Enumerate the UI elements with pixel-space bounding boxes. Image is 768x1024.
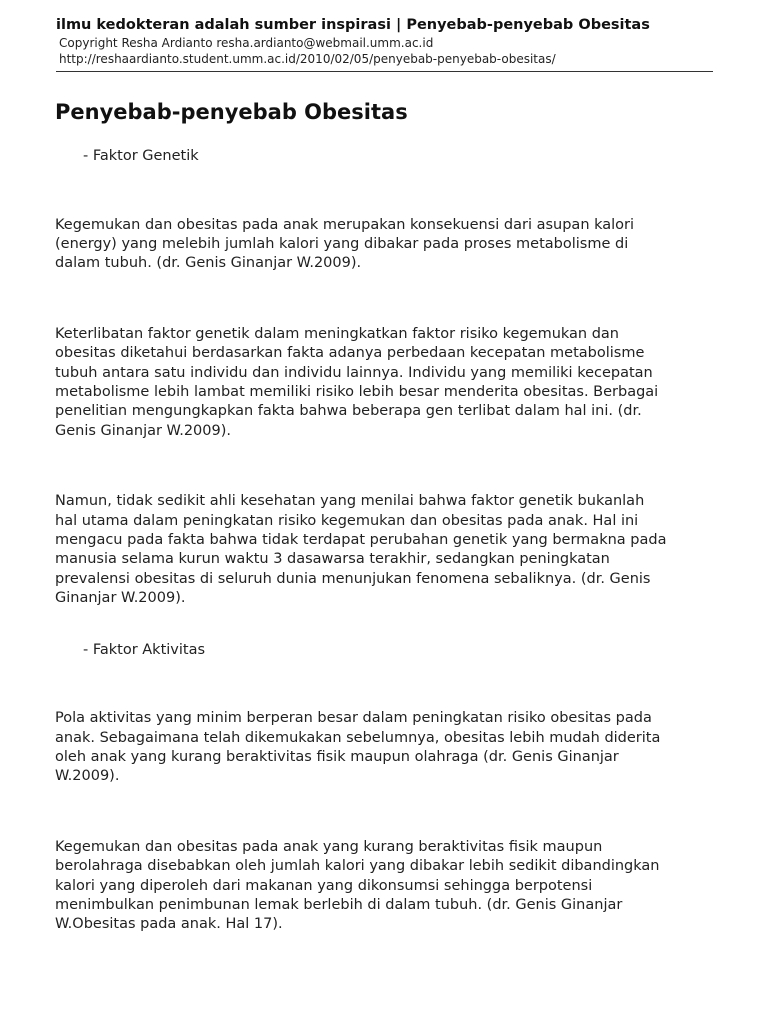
article-body	[55, 97, 715, 935]
copyright-line: Copyright Resha Ardianto resha.ardianto@webmail.umm.ac.id	[59, 36, 434, 50]
page-title: Penyebab-penyebab Obesitas	[55, 100, 408, 124]
site-title: ilmu kedokteran adalah sumber inspirasi | Penyebab-penyebab Obesitas	[56, 17, 650, 33]
source-url: http://reshaardianto.student.umm.ac.id/2010/02/05/penyebab-penyebab-obesitas/	[59, 52, 556, 66]
paragraph: Keterlibatan faktor genetik dalam meningkatkan faktor risiko kegemukan dan obesitas diketahui berdasarkan fakta adanya perbedaan kecepatan metabolisme tubuh antara satu individu dan individu lainnya. Individu yang memiliki kecepatan metabolisme lebih lambat memiliki risiko lebih besar menderita obesitas. Berbagai penelitian mengungkapkan fakta bahwa beberapa gen terlibat dalam hal ini. (dr. Genis Ginanjar W.2009).	[55, 325, 659, 439]
header-divider	[56, 71, 713, 72]
document-header	[56, 15, 713, 67]
section-heading-genetik: - Faktor Genetik	[83, 148, 199, 164]
paragraph: Kegemukan dan obesitas pada anak merupakan konsekuensi dari asupan kalori (energy) yang melebih jumlah kalori yang dibakar pada proses metabolisme di dalam tubuh. (dr. Genis Ginanjar W.2009).	[55, 216, 635, 272]
paragraph: Pola aktivitas yang minim berperan besar dalam peningkatan risiko obesitas pada anak. Sebagaimana telah dikemukakan sebelumnya, obesitas lebih mudah diderita oleh anak yang kurang beraktivitas fisik maupun olahraga (dr. Genis Ginanjar W.2009).	[55, 710, 661, 785]
paragraph: Kegemukan dan obesitas pada anak yang kurang beraktivitas fisik maupun berolahraga disebabkan oleh jumlah kalori yang dibakar lebih sedikit dibandingkan kalori yang diperoleh dari makanan yang dikonsumsi sehingga berpotensi menimbulkan penimbunan lemak berlebih di dalam tubuh. (dr. Genis Ginanjar W.Obesitas pada anak. Hal 17).	[55, 838, 660, 933]
paragraph: Namun, tidak sedikit ahli kesehatan yang menilai bahwa faktor genetik bukanlah hal utama dalam peningkatan risiko kegemukan dan obesitas pada anak. Hal ini mengacu pada fakta bahwa tidak terdapat perubahan genetik yang bermakna pada manusia selama kurun waktu 3 dasawarsa terakhir, sedangkan peningkatan prevalensi obesitas di seluruh dunia menunjukan fenomena sebaliknya. (dr. Genis Ginanjar W.2009).	[55, 493, 667, 607]
section-heading-aktivitas: - Faktor Aktivitas	[83, 641, 206, 658]
